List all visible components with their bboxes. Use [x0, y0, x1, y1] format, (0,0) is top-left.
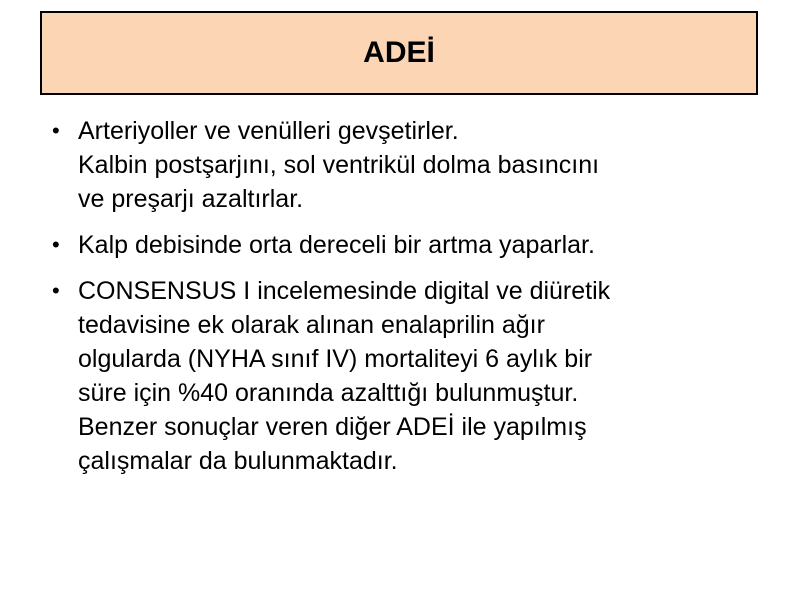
- bullet-line: tedavisine ek olarak alınan enalaprilin ağır: [78, 311, 545, 339]
- bullet-line: çalışmalar da bulunmaktadır.: [78, 447, 398, 475]
- bullet-icon: •: [52, 118, 60, 143]
- bullet-list: [52, 114, 752, 490]
- bullet-line: süre için %40 oranında azalttığı bulunmuştur.: [78, 379, 579, 407]
- slide-title: ADEİ: [363, 36, 435, 69]
- bullet-item: [52, 228, 752, 262]
- bullet-line: olgularda (NYHA sınıf IV) mortaliteyi 6 aylık bir: [78, 345, 593, 373]
- bullet-icon: •: [52, 232, 60, 257]
- bullet-line: CONSENSUS I incelemesinde digital ve diüretik: [78, 277, 611, 305]
- bullet-line: Benzer sonuçlar veren diğer ADEİ ile yapılmış: [78, 413, 587, 441]
- bullet-line: ve preşarjı azaltırlar.: [78, 185, 304, 213]
- title-box: [40, 11, 758, 95]
- bullet-line: Arteriyoller ve venülleri gevşetirler.: [78, 117, 459, 145]
- bullet-icon: •: [52, 278, 60, 303]
- bullet-item: [52, 274, 752, 478]
- bullet-item: [52, 114, 752, 216]
- bullet-line: Kalp debisinde orta dereceli bir artma yaparlar.: [78, 231, 595, 259]
- bullet-line: Kalbin postşarjını, sol ventrikül dolma basıncını: [78, 151, 600, 179]
